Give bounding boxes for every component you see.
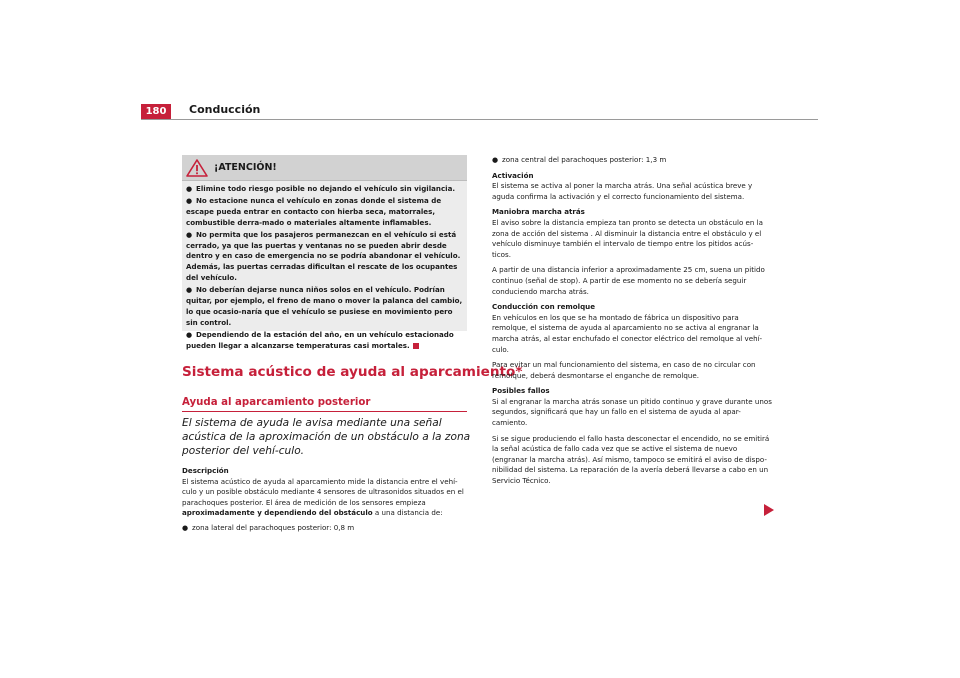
list-item-text: zona central del parachoques posterior: 1,3 m [502,155,667,164]
bullet-icon: ● [186,286,193,295]
maniobra-text-1: El aviso sobre la distancia empieza tan pronto se detecta un obstáculo en la zona de acción del sistema . Al disminuir la distancia entre el obstáculo y el vehículo disminuye también el intervalo de tiempo entre los pitidos acús-ticos. [492,217,763,259]
activacion-text: El sistema se activa al poner la marcha atrás. Una señal acústica breve y aguda confirma la activación y el correcto funcionamiento del sistema. [492,181,753,201]
warning-item [186,285,463,329]
bullet-icon: ● [186,230,193,239]
bullet-icon: ● [186,196,193,205]
warning-box [182,155,467,350]
right-column [492,155,772,487]
header-divider [141,119,818,120]
maniobra-heading: Maniobra marcha atrás [492,207,585,217]
warning-title: ¡ATENCIÓN! [214,162,277,173]
red-square-icon [413,343,419,349]
warning-triangle-icon [186,159,208,177]
warning-item-text: Dependiendo de la estación del año, en un vehículo estacionado pueden llegar a alcanzarse temperaturas casi mortales. [186,329,454,350]
warning-item [186,184,463,195]
descripcion-text: El sistema acústico de ayuda al aparcamiento mide la distancia entre el vehí-culo y un posible obstáculo mediante 4 sensores de ultrasonidos situados en el parachoques posterior. El área de medición de los sensores empieza [182,476,464,507]
warning-item-text: No deberían dejarse nunca niños solos en el vehículo. Podrían quitar, por ejemplo, el freno de mano o mover la palanca del cambio, lo que ocasio-naría que el vehículo se pusiese en movimiento pero sin control. [186,285,463,327]
list-item [492,155,772,166]
warning-item [186,196,463,229]
warning-item [186,230,463,285]
bullet-icon: ● [186,330,193,339]
remolque-text-1: En vehículos en los que se ha montado de fábrica un dispositivo para remolque, el sistema de ayuda al aparcamiento no se activa al engranar la marcha atrás, al estar enchufado el conector eléctrico del remolque al vehí-culo. [492,312,763,354]
warning-list [182,181,467,352]
warning-item-text: No permita que los pasajeros permanezcan en el vehículo si está cerrado, ya que las puertas y ventanas no se pueden abrir desde dentro y en caso de emergencia no se podría abandonar el vehículo. Además, las puertas cerradas dificultan el rescate de los ocupantes del vehículo. [186,229,461,283]
section-title: Sistema acústico de ayuda al aparcamiento* [182,364,523,380]
descripcion-text-end: a una distancia de: [372,508,443,518]
remolque-heading: Conducción con remolque [492,302,596,312]
chapter-title: Conducción [189,103,261,116]
bullet-icon: ● [186,185,193,193]
fallos-text-2: Si se sigue produciendo el fallo hasta desconectar el encendido, no se emitirá la señal acústica de fallo cada vez que se active el sistema de nuevo (engranar la marcha atrás). Así mismo, tampoco se emitirá el aviso de dispo-nibilidad del sistema. La reparación de la avería deberá llevarse a cabo en un Servicio Técnico. [492,433,770,486]
warning-header [182,155,467,181]
list-item [182,523,472,534]
list-item-text: zona lateral del parachoques posterior: 0,8 m [192,522,355,532]
descripcion-bold-text: aproximadamente y dependiendo del obstáculo [182,508,373,518]
page-number-badge: 180 [141,104,171,119]
left-column [182,466,472,534]
fallos-text-1: Si al engranar la marcha atrás sonase un pitido continuo y grave durante unos segundos, significará que hay un fallo en el sistema de ayuda al apar-camiento. [492,396,772,428]
warning-item [186,330,463,352]
red-arrow-right-icon [764,504,774,516]
warning-item-text: Elimine todo riesgo posible no dejando el vehículo sin vigilancia. [196,184,456,193]
bullet-icon: ● [492,156,499,164]
subsection-divider [182,411,467,412]
warning-item-text: No estacione nunca el vehículo en zonas donde el sistema de escape pueda entrar en contacto con hierba seca, matorrales, combustible derra-mado o materiales altamente inflamables. [186,195,442,227]
section-intro: El sistema de ayuda le avisa mediante una señal acústica de la aproximación de un obstáculo a la zona posterior del vehí-culo. [182,417,471,457]
remolque-text-2: Para evitar un mal funcionamiento del sistema, en caso de no circular con remolque, deberá desmontarse el enganche de remolque. [492,360,756,380]
bullet-icon: ● [182,523,189,532]
maniobra-text-2: A partir de una distancia inferior a aproximadamente 25 cm, suena un pitido continuo (señal de stop). A partir de ese momento no se debería seguir conduciendo marcha atrás. [492,265,765,296]
fallos-heading: Posibles fallos [492,386,550,396]
descripcion-heading: Descripción [182,466,229,475]
subsection-title: Ayuda al aparcamiento posterior [182,397,371,408]
activacion-heading: Activación [492,170,534,180]
descripcion-paragraph [182,477,472,519]
